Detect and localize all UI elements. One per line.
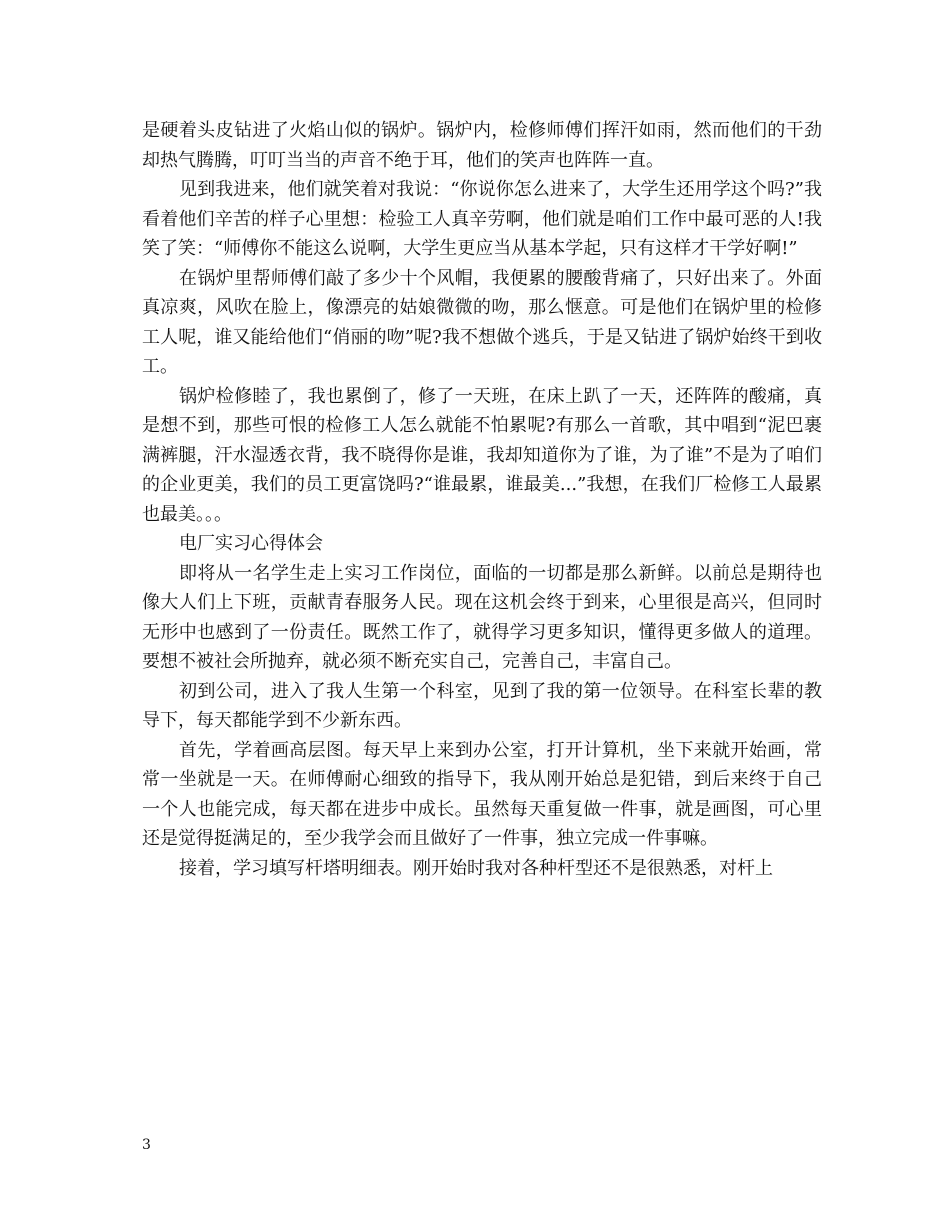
paragraph-2: 见到我进来，他们就笑着对我说：“你说你怎么进来了，大学生还用学这个吗?”我看着他们辛苦的样子心里想：检验工人真辛劳啊，他们就是咱们工作中最可恶的人!我笑了笑：“师傅你不能这么说啊，大学生更应当从基本学起，只有这样才干学好啊!” xyxy=(142,179,822,259)
page-body xyxy=(142,116,822,883)
page-number: 3 xyxy=(142,1137,151,1153)
paragraph-4: 锅炉检修睦了，我也累倒了，修了一天班，在床上趴了一天，还阵阵的酸痛，真是想不到，那些可恨的检修工人怎么就能不怕累呢?有那么一首歌，其中唱到“泥巴裹满裤腿，汗水湿透衣背，我不晓得你是谁，我却知道你为了谁，为了谁”不是为了咱们的企业更美，我们的员工更富饶吗?“谁最累，谁最美...”我想，在我们厂检修工人最累也最美。。。 xyxy=(142,385,822,525)
paragraph-5: 即将从一名学生走上实习工作岗位，面临的一切都是那么新鲜。以前总是期待也像大人们上下班，贡献青春服务人民。现在这机会终于到来，心里很是高兴，但同时无形中也感到了一份责任。既然工作了，就得学习更多知识，懂得更多做人的道理。要想不被社会所抛弃，就必须不断充实自己，完善自己，丰富自己。 xyxy=(142,562,822,672)
paragraph-6: 初到公司，进入了我人生第一个科室，见到了我的第一位领导。在科室长辈的教导下，每天都能学到不少新东西。 xyxy=(142,680,822,731)
paragraph-3: 在锅炉里帮师傅们敲了多少十个风帽，我便累的腰酸背痛了，只好出来了。外面真凉爽，风吹在脸上，像漂亮的姑娘微微的吻，那么惬意。可是他们在锅炉里的检修工人呢，谁又能给他们“俏丽的吻”呢?我不想做个逃兵，于是又钻进了锅炉始终干到收工。 xyxy=(142,267,822,377)
section-heading: 电厂实习心得体会 xyxy=(179,533,323,554)
paragraph-1: 是硬着头皮钻进了火焰山似的锅炉。锅炉内，检修师傅们挥汗如雨，然而他们的干劲却热气腾腾，叮叮当当的声音不绝于耳，他们的笑声也阵阵一直。 xyxy=(142,120,822,171)
paragraph-7: 首先，学着画高层图。每天早上来到办公室，打开计算机，坐下来就开始画，常常一坐就是一天。在师傅耐心细致的指导下，我从刚开始总是犯错，到后来终于自己一个人也能完成，每天都在进步中成长。虽然每天重复做一件事，就是画图，可心里还是觉得挺满足的，至少我学会而且做好了一件事，独立完成一件事嘛。 xyxy=(142,739,822,849)
paragraph-8: 接着，学习填写杆塔明细表。刚开始时我对各种杆型还不是很熟悉，对杆上 xyxy=(179,857,773,879)
